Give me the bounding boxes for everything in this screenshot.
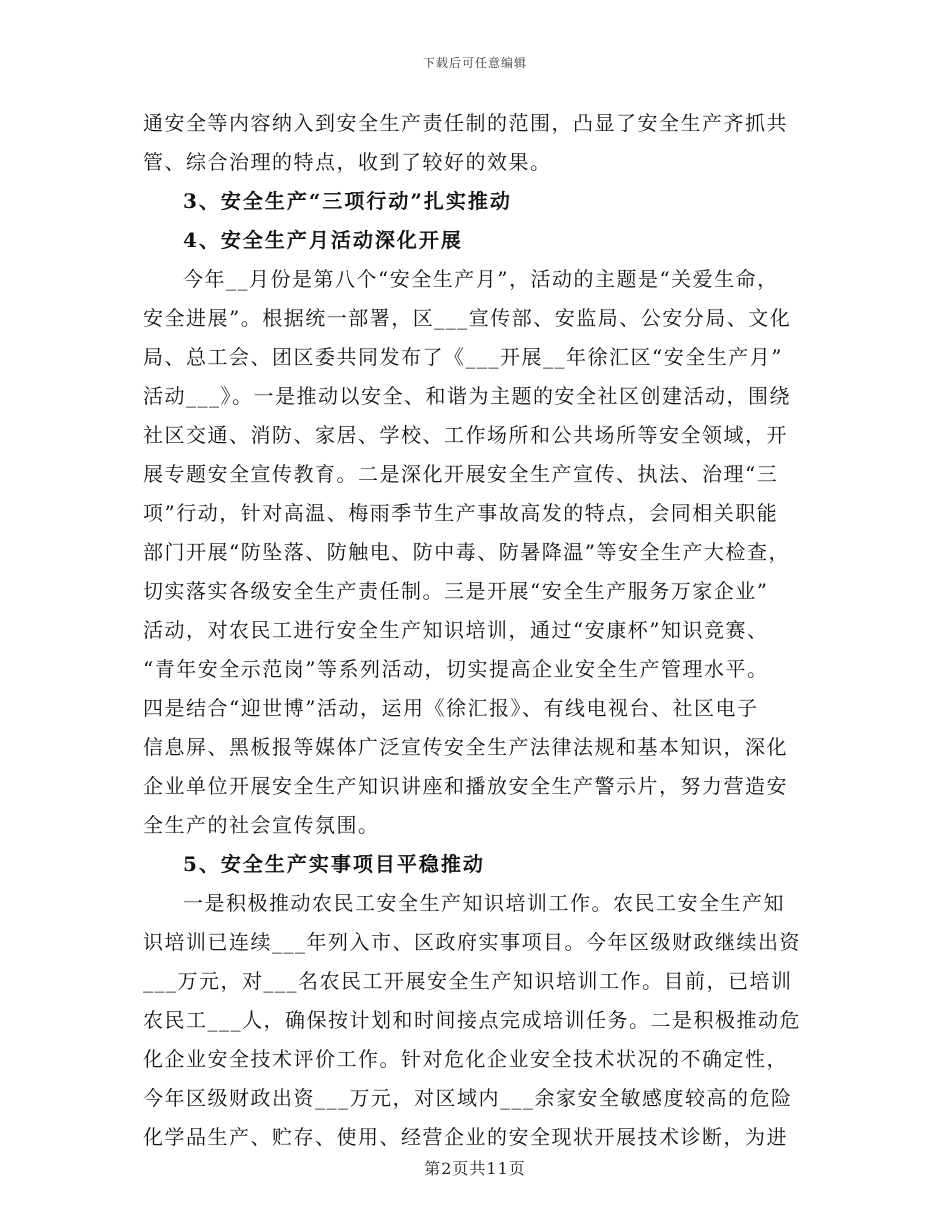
paragraph-line: 活动，对农民工进行安全生产知识培训，通过“安康杯”知识竞赛、 bbox=[143, 618, 769, 642]
paragraph-line: 一是积极推动农民工安全生产知识培训工作。农民工安全生产知 bbox=[183, 891, 785, 915]
page-number: 第2页共11页 bbox=[424, 1159, 526, 1178]
paragraph-line: 管、综合治理的特点，收到了较好的效果。 bbox=[143, 150, 552, 174]
paragraph-line: 局、总工会、团区委共同发布了《___开展__年徐汇区“安全生产月” bbox=[143, 345, 783, 369]
paragraph-line: 今年区级财政出资___万元，对区域内___余家安全敏感度较高的危险 bbox=[143, 1086, 793, 1110]
paragraph-line: 企业单位开展安全生产知识讲座和播放安全生产警示片，努力营造安 bbox=[143, 774, 788, 798]
section-heading-3: 3、安全生产“三项行动”扎实推动 bbox=[183, 189, 512, 213]
document-body bbox=[143, 104, 808, 1157]
paragraph-line: 农民工___人，确保按计划和时间接点完成培训任务。二是积极推动危 bbox=[143, 1008, 801, 1032]
page-header-note: 下载后可任意编辑 bbox=[422, 56, 527, 70]
paragraph-line: 通安全等内容纳入到安全生产责任制的范围，凸显了安全生产齐抓共 bbox=[143, 111, 788, 135]
section-heading-5: 5、安全生产实事项目平稳推动 bbox=[183, 852, 485, 876]
section-heading-4: 4、安全生产月活动深化开展 bbox=[183, 228, 463, 252]
paragraph-line: 展专题安全宣传教育。二是深化开展安全生产宣传、执法、治理“三 bbox=[143, 462, 779, 486]
paragraph-line: 四是结合“迎世博”活动，运用《徐汇报》、有线电视台、社区电子 bbox=[143, 696, 759, 720]
paragraph-line: 安全进展”。根据统一部署，区___宣传部、安监局、公安分局、文化 bbox=[143, 306, 792, 330]
paragraph-line: 信息屏、黑板报等媒体广泛宣传安全生产法律法规和基本知识，深化 bbox=[143, 735, 788, 759]
paragraph-line: 全生产的社会宣传氛围。 bbox=[143, 813, 380, 837]
paragraph-line: 部门开展“防坠落、防触电、防中毒、防暑降温”等安全生产大检查， bbox=[143, 540, 790, 564]
paragraph-line: 识培训已连续___年列入市、区政府实事项目。今年区级财政继续出资 bbox=[143, 930, 801, 954]
paragraph-line: “青年安全示范岗”等系列活动，切实提高企业安全生产管理水平。 bbox=[143, 657, 769, 681]
paragraph-line: 活动___》。一是推动以安全、和谐为主题的安全社区创建活动，围绕 bbox=[143, 384, 791, 408]
paragraph-line: 化学品生产、贮存、使用、经营企业的安全现状开展技术诊断，为进 bbox=[143, 1125, 788, 1149]
paragraph-line: 化企业安全技术评价工作。针对危化企业安全技术状况的不确定性， bbox=[143, 1047, 788, 1071]
paragraph-line: 社区交通、消防、家居、学校、工作场所和公共场所等安全领域，开 bbox=[143, 423, 788, 447]
paragraph-line: 切实落实各级安全生产责任制。三是开展“安全生产服务万家企业” bbox=[143, 579, 769, 603]
paragraph-line: 项”行动，针对高温、梅雨季节生产事故高发的特点，会同相关职能 bbox=[143, 501, 779, 525]
paragraph-line: ___万元，对___名农民工开展安全生产知识培训工作。目前，已培训 bbox=[143, 969, 793, 993]
paragraph-line: 今年__月份是第八个“安全生产月”，活动的主题是“关爱生命， bbox=[183, 267, 779, 291]
